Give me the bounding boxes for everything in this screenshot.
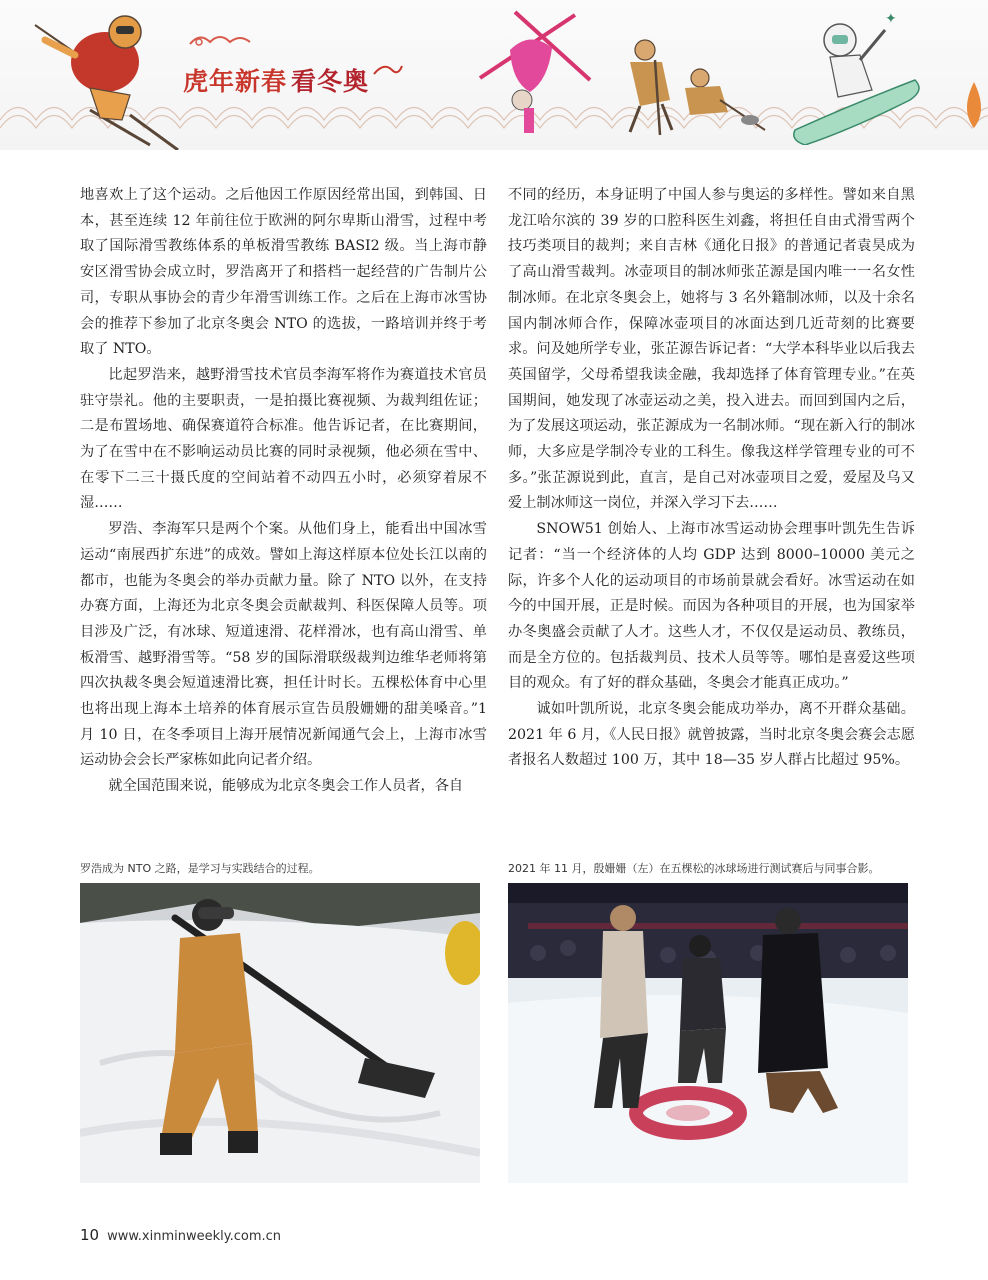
flame-ornament-icon [960,80,988,130]
article-paragraph: SNOW51 创始人、上海市冰雪运动协会理事叶凯先生告诉记者：“当一个经济体的人均 GDP 达到 8000–10000 美元之际，许多个人化的运动项目的市场前景就会看好。冰雪运动在如今的中国开展，正是时候。而因为各种项目的开展，也为国家举办冬奥盛会贡献了人才。这些人才，不仅仅是运动员、教练员，而是全方位的。包括裁判员、技术人员等等。哪怕是喜爱这些项目的观众。有了好的群众基础，冬奥会才能真正成功。” [508,521,915,692]
swirl-ornament-icon [372,60,404,82]
article-paragraph: 诚如叶凯所说，北京冬奥会能成功举办，离不开群众基础。2021 年 6 月，《人民日报》就曾披露，当时北京冬奥会赛会志愿者报名人数超过 100 万，其中 18—35 岁人群占比超过 95%。 [508,701,915,769]
article-paragraph: 地喜欢上了这个运动。之后他因工作原因经常出国，到韩国、日本，甚至连续 12 年前往位于欧洲的阿尔卑斯山滑雪，过程中考取了国际滑雪教练体系的单板滑雪教练 BASI2 级。当上海市静安区滑雪协会成立时，罗浩离开了和搭档一起经营的广告制片公司，专职从事协会的青少年滑雪训练工作。之后在上海市冰雪协会的推荐下参加了北京冬奥会 NTO 的选拔，一路培训并终于考取了 NTO。 [80,187,487,358]
article-paragraph: 罗浩、李海军只是两个个案。从他们身上，能看出中国冰雪运动“南展西扩东进”的成效。譬如上海这样原本位处长江以南的都市，也能为冬奥会的举办贡献力量。除了 NTO 以外，在支持办赛方面，上海还为北京冬奥会贡献裁判、科医保障人员等。项目涉及广泛，有冰球、短道速滑、花样滑冰，也有高山滑雪、单板滑雪、越野滑雪等。“58 岁的国际滑联级裁判边维华老师将第四次执裁冬奥会短道速滑比赛，担任计时长。五棵松体育中心里也将出现上海本土培养的体育展示宣告员殷姗姗的甜美嗓音。”1 月 10 日，在冬季项目上海开展情况新闻通气会上，上海市冰雪运动协会会长严家栋如此向记者介绍。 [80,521,487,769]
svg-text:✦: ✦ [885,11,897,27]
page-number: 10 [80,1226,100,1244]
article-paragraph: 比起罗浩来，越野滑雪技术官员李海军将作为赛道技术官员驻守崇礼。他的主要职责，一是拍摄比赛视频、为裁判组佐证；二是布置场地、确保赛道符合标准。他告诉记者，在比赛期间，为了在雪中在不影响运动员比赛的同时录视频，他必须在雪中、在零下二三十摄氏度的空间站着不动四五小时，必须穿着尿不湿…… [80,366,487,512]
cloud-ornament-icon [185,30,255,52]
banner-title-part1: 虎年新春 [183,67,288,96]
article-paragraph: 就全国范围来说，能够成为北京冬奥会工作人员者，各自 [108,778,464,795]
snowboarder-astronaut-illustration [790,5,930,145]
photo-snow-worker [80,883,480,1183]
header-banner [0,0,988,150]
photo-curling-rink [508,883,908,1183]
aerial-skier-illustration [460,0,600,140]
article-left-column [80,183,487,800]
banner-title [183,62,369,98]
website-url: www.xinminweekly.com.cn [107,1229,282,1244]
photo-caption-left: 罗浩成为 NTO 之路，是学习与实践结合的过程。 [80,862,320,875]
banner-title-part2: 看冬奥 [291,67,370,96]
page-footer [80,1226,281,1244]
article-right-column [508,183,915,774]
curling-players-illustration [600,20,770,140]
photo-caption-right: 2021 年 11 月，殷姗姗（左）在五棵松的冰球场进行测试赛后与同事合影。 [508,862,880,875]
tiger-skier-illustration [30,0,180,150]
article-paragraph: 不同的经历，本身证明了中国人参与奥运的多样性。譬如来自黑龙江哈尔滨的 39 岁的口腔科医生刘鑫，将担任自由式滑雪两个技巧类项目的裁判；来自吉林《通化日报》的普通记者袁昊成为了高山滑雪裁判。冰壶项目的制冰师张芷源是国内唯一一名女性制冰师。在北京冬奥会上，她将与 3 名外籍制冰师，以及十余名国内制冰师合作，保障冰壶项目的冰面达到几近苛刻的比赛要求。问及她所学专业，张芷源告诉记者：“大学本科毕业以后我去英国留学，父母希望我读金融，我却选择了体育管理专业。”在英国期间，她发现了冰壶运动之美，投入进去。而回到国内之后，为了发展这项运动，张芷源成为一名制冰师。“现在新入行的制冰师，大多应是学制冷专业的工科生。像我这样学管理专业的可不多。”张芷源说到此，直言，是自己对冰壶项目之爱，爱屋及乌又爱上制冰师这一岗位，并深入学习下去…… [508,187,915,512]
